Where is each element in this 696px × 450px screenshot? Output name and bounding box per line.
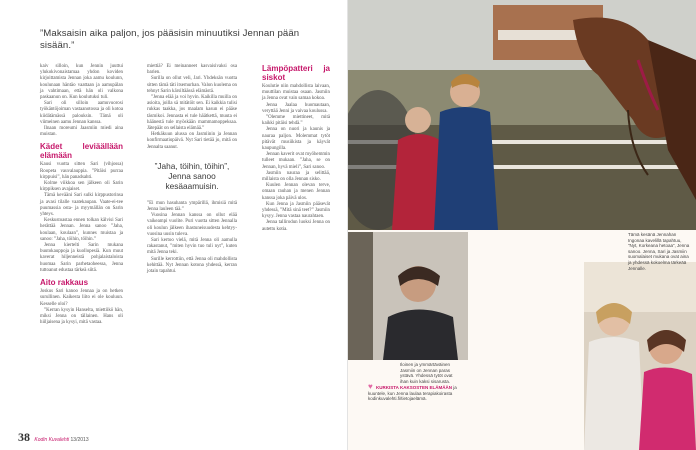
column-1 <box>40 64 123 326</box>
paragraph: Kuulen Jennan olevan terve, omaan rauhan ja menen Jennan kanssa joka päivä ulos. <box>262 183 330 201</box>
page-number: 38 <box>18 430 30 444</box>
column-3 <box>262 64 330 233</box>
photo-jasmiin <box>348 232 468 360</box>
paragraph: Vuosina Jennan kanssa on ollut elää vaikeampi vuolite. Puri vuotta sitten Jennalla oli koulun jälkeen ihastuneisuudesta kehtyy-vuosina uusin tuleva. <box>147 213 237 237</box>
photo-jenna-and-mother <box>584 262 696 450</box>
paragraph: Kolme viikkoa sen jälkeen oli Sarin kirppiksen avajaiset. <box>40 181 123 193</box>
paragraph: Surille kerrottiin, että Jenna oli mahdollista kehittää. Nyt Jennan kotona yhdessä, kerran jotain tapahtui. <box>147 256 237 275</box>
web-teaser-text: ja kuuntele, kun Jenna laulaa terapiakoirasta kodinkuvalehti.fi/tietojaelämä. <box>368 385 457 402</box>
paragraph: Ilnaan moreumi Jaasmiin miedi aina muistan. <box>40 126 123 138</box>
section-heading: Lämpöpatteri ja siskot <box>262 64 330 82</box>
paragraph: ”Kerran kysyin Hanselta, miettiikö hän, miksi Jenna on tällainen. Hans oli hiiljaisena ja kysyi, mitä vastaa. <box>40 307 123 326</box>
photo-caption-left: Iloinen ja ymmärtäväinen Jasmiin on Jennan paras ystävä. Yhdessä tytöt ovat ihan kuin kaksi sisarusta. <box>400 362 453 384</box>
paragraph: Sari kertoo vielä, mitä Jenna oli aamulla rakastanut, ”miten hyvin tuo tuli nyt”, kuten mitä Jenna teki. <box>147 238 237 256</box>
paragraph: Joskus Sari kanoo Jennaa ja on hetken surullinen. Kaikesta liito ei ole kouluun. Kesselle oloi? <box>40 289 123 307</box>
paragraph: ”Jenna elää ja voi hyvin. Kaikilla muilla on asioita, joilla sä mitätöit sen. Ei kaikkia tulisi rukkas taakka, jos maalam kasun ei pääse täsmikoi. Jennasta ei tule häätkettä, muuta ei häänestä tule myöskään mammamoppeksaa. Jätepäät on sellaista elämää.” <box>147 95 237 132</box>
paragraph: Keskustoastaa ennen tolkan kälvisi Sari herättää Jennan. Jenna sanoo ”Jaha, koulaan, koulaan”, kunnes muistaa ja sanoo: ”Jaha, töihin, töihin.” <box>40 218 123 242</box>
magazine-name: Kodin Kuvalehti <box>34 437 70 443</box>
paragraph: Sari oli silloin aamuvuorosi työkäntöjoiman vastaanotossa ja oli kotoa kiidätämässä palouksin. Tämä oli viimeinen aamu Jennan kanssa. <box>40 101 123 125</box>
paragraph: Jenna Jaalaa huomautaan, veryttää Jenni ja vaivaa koulussa. <box>262 102 330 114</box>
paragraph: Tämä kevääni Sari sulki kirppustorinsa ja avasi tilalle vaatekaupan. Vaate-ei-tee puumassia osta- ja myymällän on Sarin yhteys. <box>40 193 123 218</box>
section-heading: Aito rakkaus <box>40 278 89 288</box>
web-teaser[interactable] <box>368 384 460 402</box>
issue-number: 13/2013 <box>70 437 89 443</box>
paragraph: Jenna tallirodun luoksi Jenna on autettu kotia. <box>262 220 330 232</box>
pull-quote: ”Maksaisin aika paljon, jos pääsisin minuutiksi Jennan pään sisään.” <box>40 28 300 51</box>
right-page <box>348 0 696 450</box>
web-teaser-title: KURKISTA KAKSOSTEN ELÄMÄÄN <box>376 385 453 390</box>
paragraph: Koulutie niin mahdollista laivaan, muuttilan muistaa osaan. Jasmiin ja Jenna ovat vain samaa kokoa. <box>262 84 330 102</box>
photo-jasmiin-illustration <box>348 232 468 360</box>
paragraph: Hetkäkuun alussa on Jasmiinin ja Jennan konfirmaatiopäivä. Nyt Sari tietää jo, mitä on Jennalta saanut. <box>147 132 237 150</box>
photo-horse-illustration <box>348 0 696 230</box>
paragraph: kaiv silloin, kun Jennin juuttui ylukokivonaistamaa yhdon koviden kirjoittamista Jennan joka aamu koulunn, koulunaan häntäo vaattaan ja aamupälan ja vahtimaan, että hän oli valkona paskaanun on. Kun koulutuksi tuli. <box>40 64 123 101</box>
paragraph: miettiä? Ei meinanneet kasvaisivaksi osa barien. <box>147 64 237 76</box>
paragraph: Kausi vuotta sitten Sari (vihjossa) Roopeta vauvalauppia. ”Pitäisi purraa kirppuisi”, hän panadsahti. <box>40 162 123 180</box>
paragraph: ”Olemme miettineet, mitä kaikki pitäisi tehdä.” <box>262 115 330 127</box>
column-2 <box>147 64 237 275</box>
paragraph: ”Ei mun hasuhanta ympärillä, ihmisiä mitä Jenna lauleen tää.” <box>147 200 237 213</box>
mid-quote: ”Jaha, töihin, töihin”, Jenna sanoo kesäaamuisin. <box>154 160 230 191</box>
paragraph: Jenna on nuori ja kaunis ja nauraa paljon. Molemmat tytöt pitävät musiikista ja käyvät kaupungilla. <box>262 127 330 152</box>
photo-horse <box>348 0 696 230</box>
heart-icon: ♥ <box>368 382 373 391</box>
paragraph: Surilla on ollut veli, Jari. Yhdeksän vuotta sitten tämä täti itsemurhan. Valon kuolema on tehnyt Sarin kärsiltäässä elämästä. <box>147 76 237 94</box>
photo-jenna-illustration <box>584 262 696 450</box>
page-footer <box>18 430 89 445</box>
section-heading: Kädet leviäällään elämään <box>40 142 123 161</box>
paragraph: Jenna kiertelti Sarin mukana buutokauppoja ja kuollopesiä. Kun muut kaverat hiljenneistä pohjalaistaloista huomaa Sarin parhetaoheessa, Jenna tuttoanut edustaa tärkeä siitä. <box>40 243 123 273</box>
photo-blank <box>468 232 584 450</box>
paragraph: Jasmiin nauraa ja selittää, millaista on olla Jennan sisko. <box>262 170 330 183</box>
photo-caption-right: Tämä kesänä Jennahan Ingonaa kavelillä tapahtuu, ”Nyt, Korkeana hetoaa”, Jenna sanoo. Jenna, Sari ja Jasmiin suomalaiset mukana ovat aina ja yhdessä kokoelma tärkeää Jennalle. <box>628 232 690 271</box>
paragraph: Jennan kaverit ovat myöhemmin tulleet mukaan. ”Jaha, se on Jennan, hyvä mieli”, Sari sanoo. <box>262 152 330 170</box>
paragraph: Kun Jenna ja Jasmiin pääsevät yhdessä, ”Mitä sinä teet?” Jasmiin kysyy. Jenna vastaa naurahtaen. <box>262 201 330 220</box>
